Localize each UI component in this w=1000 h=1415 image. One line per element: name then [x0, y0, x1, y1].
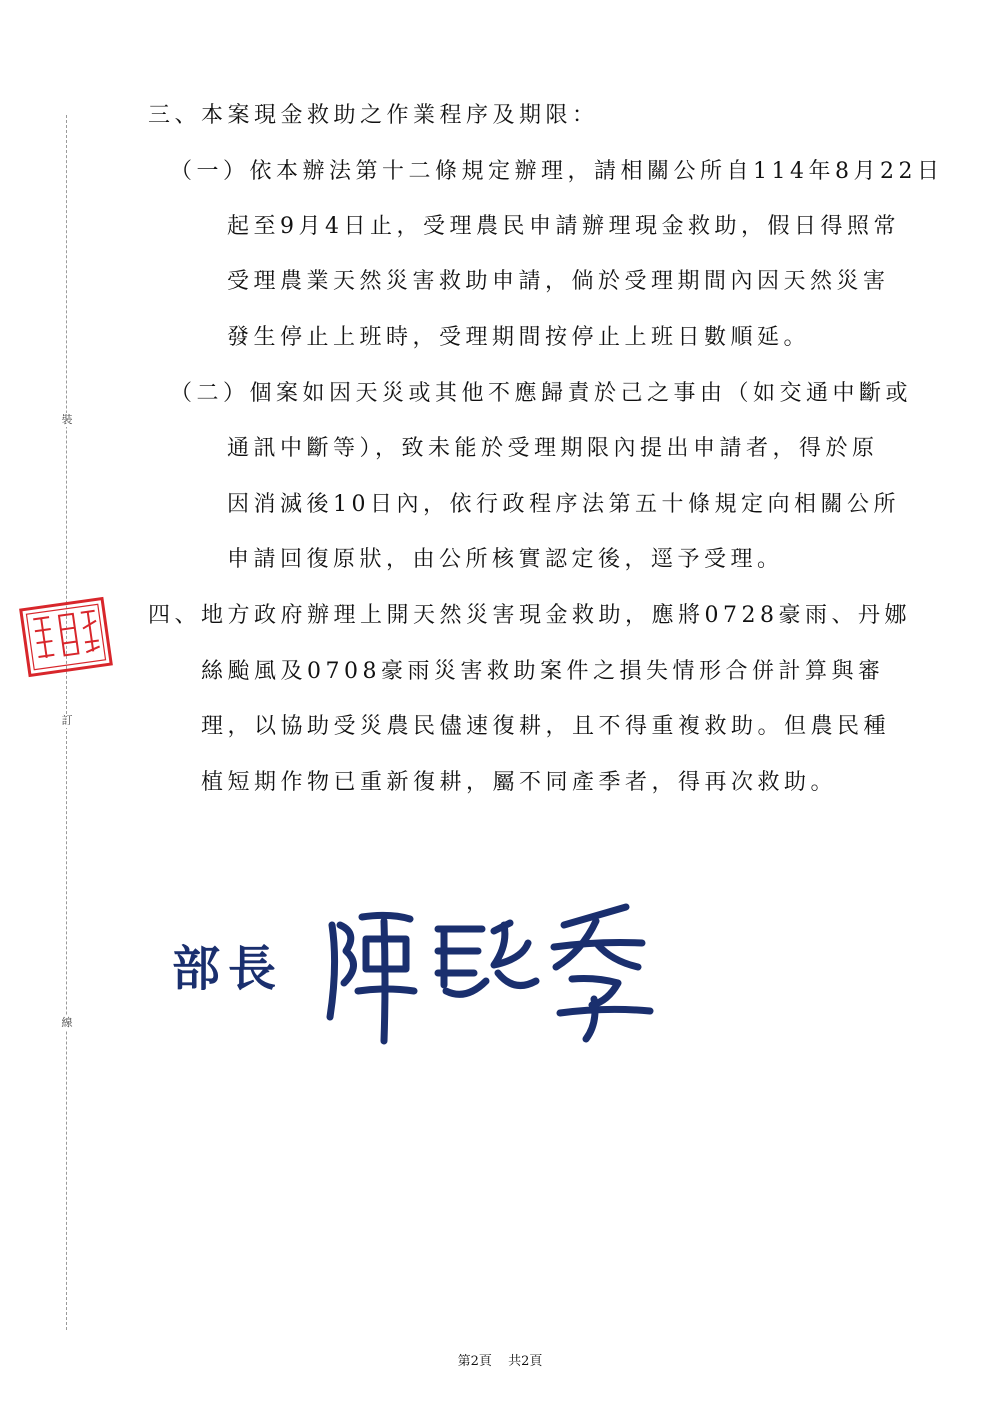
handwritten-signature — [318, 895, 668, 1055]
page-footer — [0, 1350, 1000, 1369]
signature-title: 部長 — [172, 941, 285, 997]
section-3-item-2-line-3: 因消滅後10日內，依行政程序法第五十條規定向相關公所 — [227, 492, 900, 517]
section-3-item-1-line-1: （一）依本辦法第十二條規定辦理，請相關公所自114年8月22日 — [170, 159, 944, 184]
section-3-item-1-line-2: 起至9月4日止，受理農民申請辦理現金救助，假日得照常 — [227, 214, 900, 239]
section-3-heading: 三、本案現金救助之作業程序及期限： — [148, 103, 599, 128]
page-number: 第2頁 — [457, 1354, 492, 1369]
section-4-line-4: 植短期作物已重新復耕，屬不同產季者，得再次救助。 — [201, 770, 838, 795]
section-3-item-2-line-4: 申請回復原狀，由公所核實認定後，逕予受理。 — [227, 547, 784, 572]
section-3-item-1-line-4: 發生停止上班時，受理期間按停止上班日數順延。 — [227, 325, 811, 350]
section-4-line-3: 理，以協助受災農民儘速復耕，且不得重複救助。但農民種 — [201, 714, 891, 739]
page-total: 共2頁 — [508, 1354, 543, 1369]
binding-char-xian: 線 — [59, 1016, 75, 1030]
section-3-item-2-line-2: 通訊中斷等），致未能於受理期限內提出申請者，得於原 — [227, 436, 879, 461]
binding-char-ding: 訂 — [59, 714, 75, 728]
section-3-item-1-line-3: 受理農業天然災害救助申請，倘於受理期間內因天然災害 — [227, 269, 890, 294]
red-seal-stamp — [17, 595, 114, 679]
section-3-item-2-line-1: （二）個案如因天災或其他不應歸責於己之事由（如交通中斷或 — [170, 381, 913, 406]
section-4-line-1: 四、地方政府辦理上開天然災害現金救助，應將0728豪雨、丹娜 — [148, 603, 911, 628]
section-4-line-2: 絲颱風及0708豪雨災害救助案件之損失情形合併計算與審 — [201, 659, 885, 684]
binding-char-zhuang: 裝 — [59, 413, 75, 427]
